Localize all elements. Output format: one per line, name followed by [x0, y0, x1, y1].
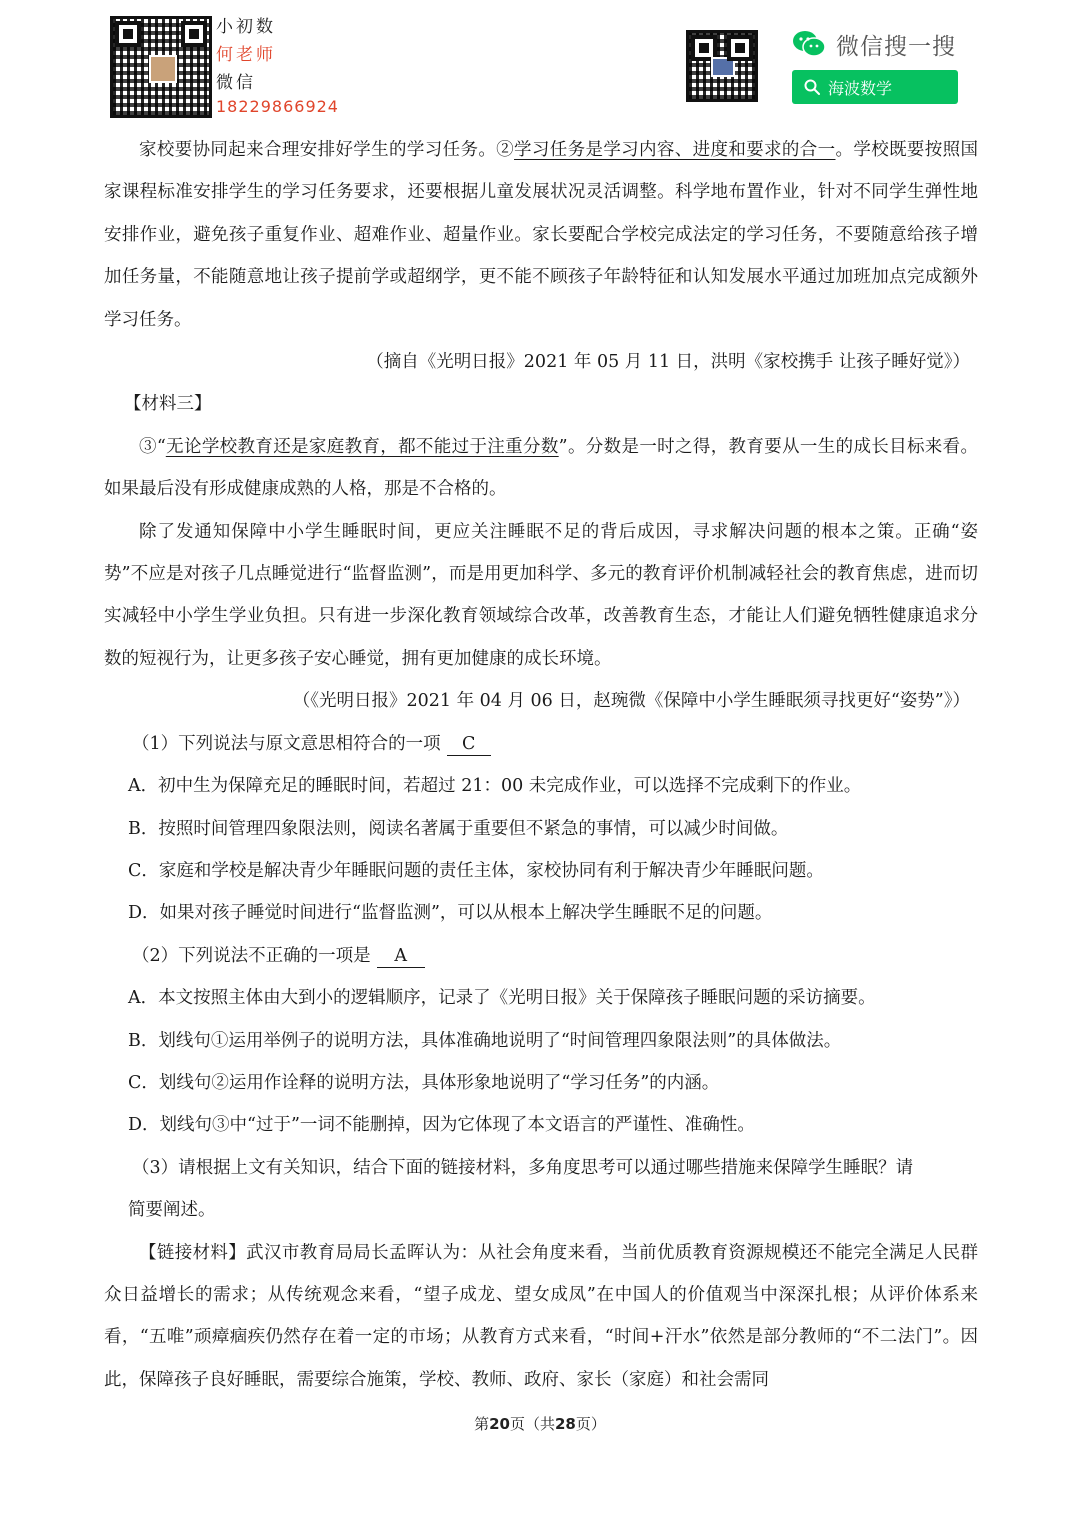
wechat-search-box[interactable]	[792, 70, 958, 104]
question-1-text: （1）下列说法与原文意思相符合的一项	[132, 733, 441, 754]
question-2-option-a: A．本文按照主体由大到小的逻辑顺序，记录了《光明日报》关于保障孩子睡眠问题的采访摘要。	[128, 988, 876, 1009]
page-header	[0, 0, 1080, 125]
question-1-option-a: A．初中生为保障充足的睡眠时间，若超过 21：00 未完成作业，可以选择不完成剩下的作业。	[128, 776, 862, 797]
question-3: （3）请根据上文有关知识，结合下面的链接材料，多角度思考可以通过哪些措施来保障学生睡眠？请	[132, 1157, 914, 1178]
handwritten-phone: 18229866924	[216, 97, 339, 116]
question-2-text: （2）下列说法不正确的一项是	[132, 945, 371, 966]
qr-code-left	[110, 16, 212, 118]
underlined-sentence-3: 无论学校教育还是家庭教育，都不能过于注重分数	[165, 436, 559, 457]
question-1	[104, 723, 978, 765]
question-2-option-d: D．划线句③中“过于”一词不能删掉，因为它体现了本文语言的严谨性、准确性。	[128, 1115, 755, 1136]
footer-text: 页（共	[509, 1415, 555, 1433]
page-footer	[0, 1413, 1080, 1434]
question-1-option-b: B．按照时间管理四象限法则，阅读名著属于重要但不紧急的事情，可以减少时间做。	[128, 818, 789, 839]
handwritten-line-1: 小初数	[216, 17, 276, 37]
wechat-search-title: 微信搜一搜	[836, 34, 956, 60]
material-3-heading: 【材料三】	[124, 394, 212, 415]
search-text: 海波数学	[828, 78, 893, 98]
paragraph-text: ”。分数是一时之得，教育要从一生的成长目标来看。如果最后没有形成健康成熟的人格，那是不合格的。	[104, 436, 978, 500]
search-icon	[804, 79, 820, 95]
qr-avatar	[149, 55, 177, 83]
paragraph-root-causes: 除了发通知保障中小学生睡眠时间，更应关注睡眠不足的背后成因，寻求解决问题的根本之策。正确“姿势”不应是对孩子几点睡觉进行“监督监测”，而是用更加科学、多元的教育评价机制减轻社会的教育焦虑，进而切实减轻中小学生学业负担。只有进一步深化教育领域综合改革，改善教育生态，才能让人们避免牺牲健康追求分数的短视行为，让更多孩子安心睡觉，拥有更加健康的成长环境。	[104, 521, 978, 669]
footer-text: 页）	[575, 1415, 606, 1433]
total-pages: 28	[555, 1415, 576, 1433]
question-1-option-d: D．如果对孩子睡觉时间进行“监督监测”，可以从根本上解决学生睡眠不足的问题。	[128, 903, 773, 924]
source-citation-3: （《光明日报》2021 年 04 月 06 日，赵琬微《保障中小学生睡眠须寻找更好“姿势”》）	[292, 691, 970, 712]
document-body	[104, 129, 978, 1401]
handwritten-line-2: 何老师	[216, 45, 276, 65]
question-1-answer: C	[447, 733, 491, 756]
question-3-continued: 简要阐述。	[128, 1200, 216, 1221]
qr-code-right	[686, 30, 758, 102]
paragraph-text: ③“	[139, 436, 166, 457]
question-2	[104, 935, 978, 977]
qr-logo	[711, 57, 735, 77]
handwritten-line-3: 微信	[216, 73, 256, 93]
question-2-answer: A	[377, 945, 425, 968]
question-1-option-c: C．家庭和学校是解决青少年睡眠问题的责任主体，家校协同有利于解决青少年睡眠问题。	[128, 860, 824, 881]
footer-text: 第	[474, 1415, 490, 1433]
page-number: 20	[489, 1415, 510, 1433]
link-material: 【链接材料】武汉市教育局局长孟晖认为：从社会角度来看，当前优质教育资源规模还不能完全满足人民群众日益增长的需求；从传统观念来看，“望子成龙、望女成凤”在中国人的价值观当中深深扎根；从评价体系来看，“五唯”顽瘴痼疾仍然存在着一定的市场；从教育方式来看，“时间+汗水”依然是部分教师的“不二法门”。因此，保障孩子良好睡眠，需要综合施策，学校、教师、政府、家长（家庭）和社会需同	[104, 1242, 978, 1390]
question-2-option-c: C．划线句②运用作诠释的说明方法，具体形象地说明了“学习任务”的内涵。	[128, 1072, 720, 1093]
paragraph-study-tasks	[104, 129, 978, 341]
wechat-icon	[792, 30, 826, 58]
underlined-sentence-2: 学习任务是学习内容、进度和要求的合一	[514, 140, 836, 160]
paragraph-text: 家校要协同起来合理安排好学生的学习任务。②	[139, 140, 515, 160]
question-2-option-b: B．划线句①运用举例子的说明方法，具体准确地说明了“时间管理四象限法则”的具体做法。	[128, 1030, 842, 1051]
source-citation-2: （摘自《光明日报》2021 年 05 月 11 日，洪明《家校携手 让孩子睡好觉》）	[366, 352, 970, 373]
paragraph-text: 。学校既要按照国家课程标准安排学生的学习任务要求，还要根据儿童发展状况灵活调整。科学地布置作业，针对不同学生弹性地安排作业，避免孩子重复作业、超难作业、超量作业。家长要配合学校完成法定的学习任务，不要随意给孩子增加任务量，不能随意地让孩子提前学或超纲学，更不能不顾孩子年龄特征和认知发展水平通过加班加点完成额外学习任务。	[104, 140, 979, 330]
paragraph-scores	[104, 426, 978, 511]
